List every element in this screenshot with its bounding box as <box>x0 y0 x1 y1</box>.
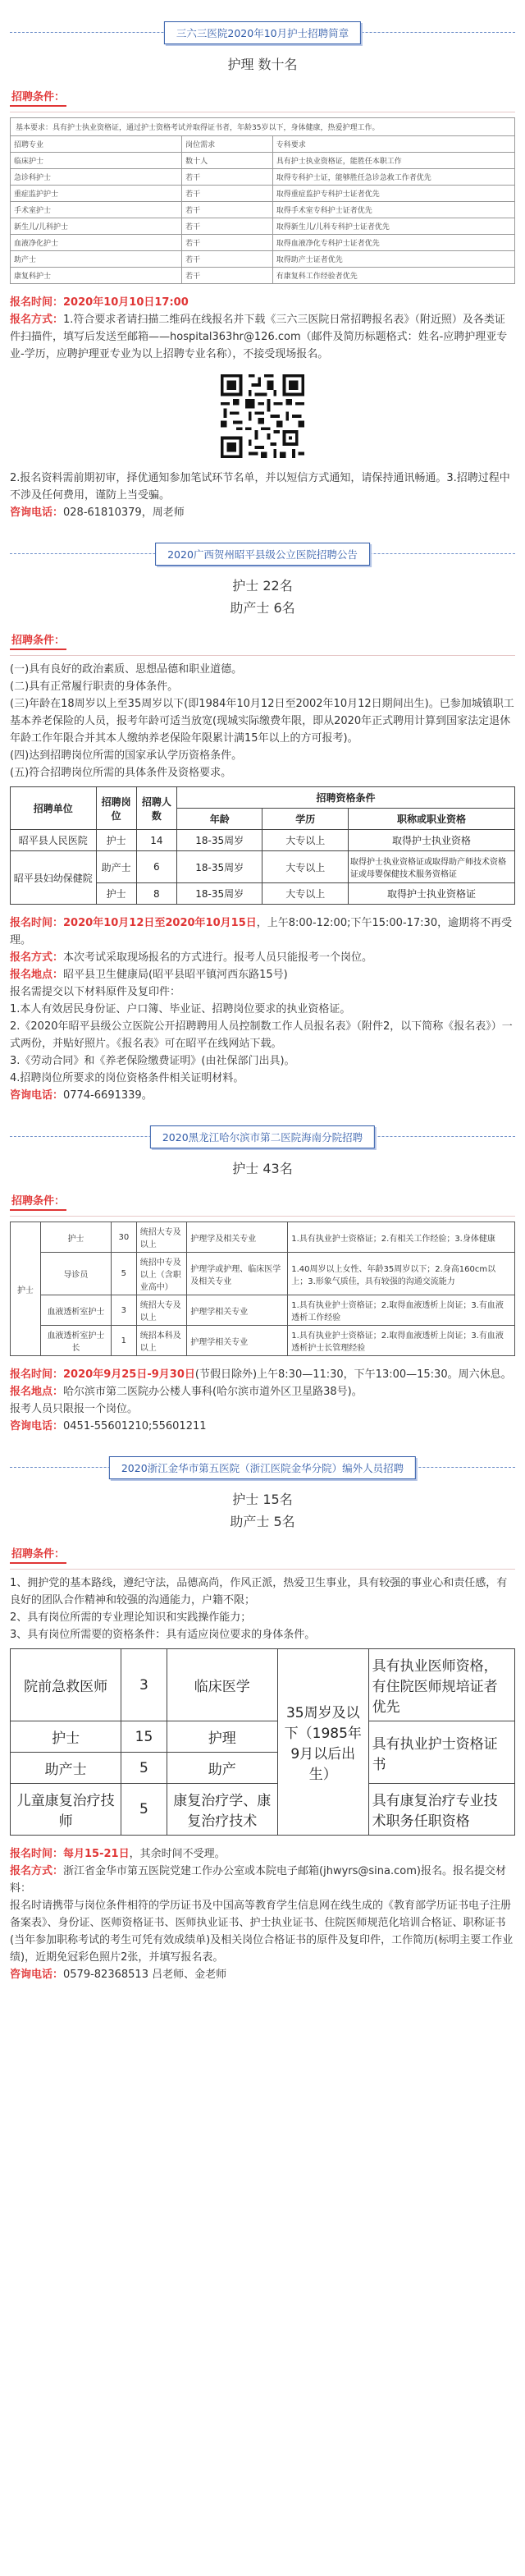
cell-num: 30 <box>111 1222 136 1253</box>
time-rest: (节假日除外)上午8:30—11:30，下午13:00—15:30。周六休息。 <box>194 1368 512 1381</box>
condition-item: 2、具有岗位所需的专业理论知识和实践操作能力； <box>10 1611 252 1624</box>
header-demand: 岗位需求 <box>182 136 273 153</box>
signup-method <box>10 949 515 966</box>
cell: 助产士 <box>11 251 182 268</box>
cell: 取得血液净化专科护士证者优先 <box>272 235 514 251</box>
header-age: 年龄 <box>176 809 262 830</box>
section-header <box>10 1122 515 1150</box>
time-label: 报名时间： <box>10 1368 64 1381</box>
signup-time <box>10 1366 515 1383</box>
place-label: 报名地点： <box>10 969 64 981</box>
cell-edu: 统招本科及以上 <box>136 1326 187 1356</box>
materials-text: 报名时请携带与岗位条件相符的学历证书及中国高等教育学生信息网在线生成的《教育部学历证书电子注册备案表》、身份证、医师资格证书、医师执业证书、护士执业证书、住院医师规范化培训合格证、职称证书(当年参加职称考试的考生可凭有效成绩单)及相关岗位合格证书的原件及复印件，工作简历(标明主要工作业绩)，近期免冠彩色照片2张，并填写报名表。 <box>10 1900 514 1964</box>
cell-num: 5 <box>121 1784 167 1836</box>
cell: 新生儿/儿科护士 <box>11 218 182 235</box>
cell-cert: 具有执业医师资格，有住院医师规培证者优先 <box>368 1649 514 1721</box>
cell: 康复科护士 <box>11 268 182 284</box>
contact <box>10 1087 515 1104</box>
cell: 取得重症监护专科护士证者优先 <box>272 186 514 202</box>
header-requirement: 专科要求 <box>272 136 514 153</box>
header-group: 招聘资格条件 <box>176 787 514 809</box>
contact-label: 咨询电话： <box>10 506 64 519</box>
table-row <box>11 1784 515 1836</box>
method-text: 浙江省金华市第五医院党建工作办公室或本院电子邮箱(jhwyrs@sina.com)报名。报名提交材料： <box>10 1865 506 1895</box>
material-item: 3.《劳动合同》和《养老保险缴费证明》(由社保部门出具)。 <box>10 1055 295 1067</box>
place-text: 昭平县卫生健康局(昭平县昭平镇河西东路15号) <box>63 969 288 981</box>
cell: 重症监护护士 <box>11 186 182 202</box>
divider <box>10 1216 515 1217</box>
cell-major: 护理学相关专业 <box>187 1326 288 1356</box>
cell: 若干 <box>182 218 273 235</box>
divider <box>10 1569 515 1570</box>
cell-req: 1.具有执业护士资格证；2.有相关工作经验；3.身体健康 <box>288 1222 515 1253</box>
table-row <box>11 830 515 851</box>
cell: 若干 <box>182 235 273 251</box>
cell: 临床护士 <box>11 153 182 169</box>
place-text: 哈尔滨市第二医院办公楼人事科(哈尔滨市道外区卫星路38号)。 <box>63 1386 363 1398</box>
header-edu: 学历 <box>262 809 349 830</box>
cell: 若干 <box>182 169 273 186</box>
cell-major: 护理学或护理、临床医学及相关专业 <box>187 1253 288 1295</box>
table-row <box>11 251 515 268</box>
contact-value: 0774-6691339。 <box>63 1089 153 1102</box>
header-major: 招聘专业 <box>11 136 182 153</box>
cell-age: 35周岁及以下（1985年9月以后出生） <box>277 1649 368 1836</box>
cell-major: 护理学及相关专业 <box>187 1222 288 1253</box>
cell-post: 儿童康复治疗技师 <box>11 1784 121 1836</box>
material-item: 1.本人有效居民身份证、户口簿、毕业证、招聘岗位要求的执业资格证。 <box>10 1003 351 1015</box>
section-header <box>10 539 515 567</box>
cell-num: 3 <box>111 1295 136 1326</box>
cell-major: 护理学相关专业 <box>187 1295 288 1326</box>
cell-age: 18-35周岁 <box>176 883 262 905</box>
cell-edu: 大专以上 <box>262 851 349 883</box>
time-label: 报名时间： <box>10 917 64 929</box>
signup-place <box>10 966 515 983</box>
cell-edu: 大专以上 <box>262 830 349 851</box>
positions-table <box>10 1648 515 1836</box>
table-row <box>11 202 515 218</box>
table-row <box>11 1222 515 1253</box>
cell: 取得专科护士证，能够胜任急诊急救工作者优先 <box>272 169 514 186</box>
signup-place <box>10 1383 515 1400</box>
material-item: 2.《2020年昭平县级公立医院公开招聘聘用人员控制数工作人员报名表》（附件2，以下简称《报名表》）一式两份，并贴好照片。《报名表》可在昭平在线网站下载。 <box>10 1020 513 1050</box>
table-intro: 基本要求：具有护士执业资格证，通过护士资格考试并取得证书者，年龄35岁以下，身体健康，热爱护理工作。 <box>11 118 515 136</box>
contact-value: 028-61810379，周老师 <box>63 506 185 519</box>
section-harbin <box>10 1104 515 1435</box>
header-num: 招聘人数 <box>136 787 176 830</box>
cell-post: 院前急救医师 <box>11 1649 121 1721</box>
time-value: 每月15-21日 <box>63 1848 130 1860</box>
signup-time <box>10 294 515 311</box>
condition-item: (五)符合招聘岗位所需的具体条件及资格要求。 <box>10 767 232 779</box>
cell-edu: 大专以上 <box>262 883 349 905</box>
cell-num: 3 <box>121 1649 167 1721</box>
place-label: 报名地点： <box>10 1386 64 1398</box>
cell-major: 临床医学 <box>167 1649 277 1721</box>
method-label: 报名方式： <box>10 314 64 326</box>
quota-midwife: 助产士 6名 <box>230 600 295 616</box>
cell-edu: 统招大专及以上 <box>136 1222 187 1253</box>
requirements-table <box>10 117 515 284</box>
table-row <box>11 169 515 186</box>
signup-time <box>10 914 515 949</box>
header-cert: 职称或职业资格 <box>349 809 515 830</box>
contact-label: 咨询电话： <box>10 1969 64 1981</box>
cell: 取得手术室专科护士证者优先 <box>272 202 514 218</box>
time-value: 2020年10月12日至2020年10月15日 <box>63 917 257 929</box>
cell-num: 8 <box>136 883 176 905</box>
conditions-tag: 招聘条件： <box>10 1545 66 1564</box>
qr-code-icon[interactable] <box>217 371 308 461</box>
condition-item: (三)年龄在18周岁以上至35周岁以下(即1984年10月12日至2002年10月12日期间出生)。已参加城镇职工基本养老保险的人员，报考年龄可适当放宽(现城实际缴费年限，即从2020年正式聘用计算到国家法定退休年龄工作年限合并其本人缴纳养老保险年限累计满15年以上的方可报考)。 <box>10 698 514 745</box>
method-label: 报名方式： <box>10 951 64 964</box>
divider <box>10 655 515 656</box>
table-row <box>11 218 515 235</box>
cell-group: 护士 <box>11 1222 41 1356</box>
cell-post: 血液透析室护士 <box>40 1295 111 1326</box>
section-header <box>10 18 515 46</box>
contact <box>10 1966 515 1983</box>
section-title: 2020浙江金华市第五医院（浙江医院金华分院）编外人员招聘 <box>109 1456 416 1479</box>
quota-nurse: 护士 22名 <box>232 578 293 594</box>
section-header <box>10 1453 515 1481</box>
signup-time <box>10 1845 515 1863</box>
table-row <box>11 235 515 251</box>
cell-num: 6 <box>136 851 176 883</box>
section-title: 三六三医院2020年10月护士招聘简章 <box>164 21 361 44</box>
conditions-tag: 招聘条件： <box>10 631 66 650</box>
method-label: 报名方式： <box>10 1865 64 1877</box>
contact <box>10 1418 515 1435</box>
quota-nurse: 护士 15名 <box>232 1492 293 1507</box>
time-label: 报名时间： <box>10 1848 64 1860</box>
cell-edu: 统招中专及以上（含职业高中） <box>136 1253 187 1295</box>
condition-item: (二)具有正常履行职责的身体条件。 <box>10 681 179 693</box>
cell-cert: 具有康复治疗专业技术职务任职资格 <box>368 1784 514 1836</box>
cell-major: 助产 <box>167 1753 277 1784</box>
time-rest: ，上午8:00-12:00;下午15:00-17:30，逾期将不再受理。 <box>10 917 513 947</box>
table-row <box>11 268 515 284</box>
table-row <box>11 186 515 202</box>
time-value: 2020年9月25日-9月30日 <box>63 1368 195 1381</box>
table-row <box>11 1326 515 1356</box>
table-row <box>11 1721 515 1753</box>
cell: 若干 <box>182 186 273 202</box>
condition-item: (四)达到招聘岗位所需的国家承认学历资格条件。 <box>10 749 243 762</box>
cell-post: 助产士 <box>96 851 136 883</box>
cell: 血液净化护士 <box>11 235 182 251</box>
table-row <box>11 1295 515 1326</box>
section-363-hospital <box>10 0 515 521</box>
contact-value: 0579-82368513 吕老师、金老师 <box>63 1969 227 1981</box>
cell-major: 康复治疗学、康复治疗技术 <box>167 1784 277 1836</box>
time-label: 报名时间： <box>10 296 64 309</box>
contact-value: 0451-55601210;55601211 <box>63 1420 207 1432</box>
cell-edu: 统招大专及以上 <box>136 1295 187 1326</box>
header-unit: 招聘单位 <box>11 787 97 830</box>
cell-post: 护士 <box>11 1721 121 1753</box>
cell: 有康复科工作经验者优先 <box>272 268 514 284</box>
cell-num: 15 <box>121 1721 167 1753</box>
cell-unit: 昭平县人民医院 <box>11 830 97 851</box>
cell-num: 1 <box>111 1326 136 1356</box>
cell-num: 5 <box>121 1753 167 1784</box>
cell-cert: 取得护士执业资格 <box>349 830 515 851</box>
materials-title: 报名需提交以下材料原件及复印件： <box>10 986 181 998</box>
cell-post: 血液透析室护士长 <box>40 1326 111 1356</box>
signup-method <box>10 311 515 363</box>
cell: 具有护士执业资格证，能胜任本职工作 <box>272 153 514 169</box>
time-rest: ，其余时间不受理。 <box>129 1848 226 1860</box>
cell: 取得助产士证者优先 <box>272 251 514 268</box>
section-jinhua <box>10 1435 515 1993</box>
cell-age: 18-35周岁 <box>176 851 262 883</box>
table-header-row <box>11 136 515 153</box>
cell-post: 导诊员 <box>40 1253 111 1295</box>
cell-post: 助产士 <box>11 1753 121 1784</box>
condition-item: 1、拥护党的基本路线，遵纪守法，品德高尚，作风正派，热爱卫生事业，具有较强的事业心和责任感，有良好的团队合作精神和较强的沟通能力，户籍不限； <box>10 1577 508 1607</box>
positions-table <box>10 786 515 905</box>
table-row <box>11 851 515 883</box>
quota: 护理 数十名 <box>227 57 298 72</box>
cell: 若干 <box>182 251 273 268</box>
header-post: 招聘岗位 <box>96 787 136 830</box>
cell-post: 护士 <box>96 830 136 851</box>
cell: 若干 <box>182 202 273 218</box>
cell: 急诊科护士 <box>11 169 182 186</box>
table-row <box>11 1253 515 1295</box>
cell-major: 护理 <box>167 1721 277 1753</box>
condition-item: 3、具有岗位所需要的资格条件：具有适应岗位要求的身体条件。 <box>10 1629 316 1641</box>
cell-cert: 取得护士执业资格证 <box>349 883 515 905</box>
cell-req: 1.具有执业护士资格证；2.取得血液透析上岗证；3.有血液透析护士长管理经验 <box>288 1326 515 1356</box>
cell-num: 14 <box>136 830 176 851</box>
condition-item: (一)具有良好的政治素质、思想品德和职业道德。 <box>10 663 243 676</box>
signup-note: 报考人员只限报一个岗位。 <box>10 1403 139 1415</box>
quota: 护士 43名 <box>232 1161 293 1176</box>
cell-post: 护士 <box>40 1222 111 1253</box>
cell-age: 18-35周岁 <box>176 830 262 851</box>
section-title: 2020黑龙江哈尔滨市第二医院海南分院招聘 <box>150 1125 375 1148</box>
method-text: 本次考试采取现场报名的方式进行。报考人员只能报考一个岗位。 <box>63 951 373 964</box>
section-title: 2020广西贺州昭平县级公立医院招聘公告 <box>155 543 370 566</box>
positions-table <box>10 1222 515 1356</box>
method-text: 1.符合要求者请扫描二维码在线报名并下载《三六三医院日常招聘报名表》（附近照）及各类证件扫描件，填写后发送至邮箱——hospital363hr@126.com（邮件及简历标题格式：姓名-应聘护理亚专业-学历，应聘护理亚专业为以上招聘专业名称），不接受现场报名。 <box>10 314 508 360</box>
cell-cert: 取得护士执业资格证或取得助产师技术资格证或母婴保健技术服务资格证 <box>349 851 515 883</box>
contact <box>10 504 515 521</box>
contact-label: 咨询电话： <box>10 1420 64 1432</box>
quota-midwife: 助产士 5名 <box>230 1514 295 1529</box>
material-item: 4.招聘岗位所要求的岗位资格条件相关证明材料。 <box>10 1072 244 1084</box>
signup-note: 2.报名资料需前期初审，择优通知参加笔试环节名单，并以短信方式通知，请保持通讯畅通。3.招聘过程中不涉及任何费用，谨防上当受骗。 <box>10 472 510 502</box>
cell: 若干 <box>182 268 273 284</box>
time-value: 2020年10月10日17:00 <box>63 296 189 309</box>
cell-cert: 具有执业护士资格证书 <box>368 1721 514 1784</box>
conditions-tag: 招聘条件： <box>10 1192 66 1211</box>
section-zhaoping <box>10 521 515 1104</box>
table-row <box>11 1649 515 1721</box>
signup-method <box>10 1863 515 1897</box>
table-row <box>11 153 515 169</box>
contact-label: 咨询电话： <box>10 1089 64 1102</box>
cell-post: 护士 <box>96 883 136 905</box>
cell-req: 1.40周岁以上女性、年龄35周岁以下；2.身高160cm以上；3.形象气质佳，具有较强的沟通交流能力 <box>288 1253 515 1295</box>
cell-req: 1.具有执业护士资格证；2.取得血液透析上岗证；3.有血液透析工作经验 <box>288 1295 515 1326</box>
cell-num: 5 <box>111 1253 136 1295</box>
cell: 手术室护士 <box>11 202 182 218</box>
cell-unit: 昭平县妇幼保健院 <box>11 851 97 905</box>
cell: 取得新生儿/儿科专科护士证者优先 <box>272 218 514 235</box>
cell: 数十人 <box>182 153 273 169</box>
conditions-tag: 招聘条件： <box>10 88 66 107</box>
